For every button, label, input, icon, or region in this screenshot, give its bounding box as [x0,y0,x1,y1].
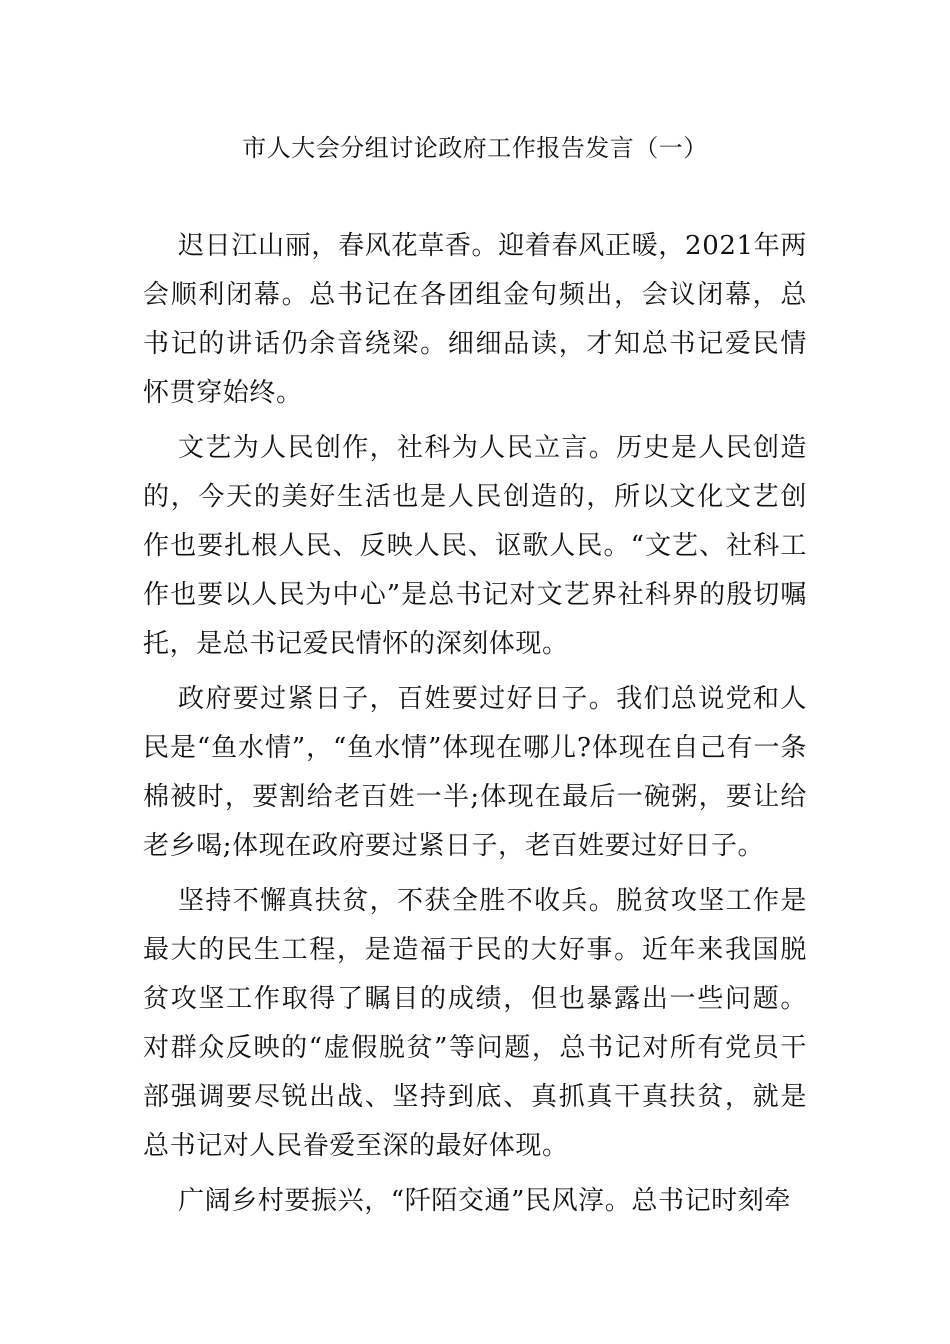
paragraph-2: 文艺为人民创作，社科为人民立言。历史是人民创造的，今天的美好生活也是人民创造的，所以文化文艺创作也要扎根人民、反映人民、讴歌人民。“文艺、社科工作也要以人民为中心”是总书记对文艺界社科界的殷切嘱托，是总书记爱民情怀的深刻体现。 [143,433,807,659]
paragraph-3: 政府要过紧日子，百姓要过好日子。我们总说党和人民是“鱼水情”，“鱼水情”体现在哪儿?体现在自己有一条棉被时，要割给老百姓一半;体现在最后一碗粥，要让给老乡喝;体现在政府要过紧日子，老百姓要过好日子。 [143,684,807,861]
document-body [143,222,807,1232]
paragraph-4: 坚持不懈真扶贫，不获全胜不收兵。脱贫攻坚工作是最大的民生工程，是造福于民的大好事。近年来我国脱贫攻坚工作取得了瞩目的成绩，但也暴露出一些问题。对群众反映的“虚假脱贫”等问题，总书记对所有党员干部强调要尽锐出战、坚持到底、真抓真干真扶贫，就是总书记对人民眷爱至深的最好体现。 [143,886,807,1161]
paragraph-5: 广阔乡村要振兴，“阡陌交通”民风淳。总书记时刻牵 [178,1186,791,1216]
document-title: 市人大会分组讨论政府工作报告发言（一） [242,134,708,162]
paragraph-1: 迟日江山丽，春风花草香。迎着春风正暖，2021年两会顺利闭幕。总书记在各团组金句频出，会议闭幕，总书记的讲话仍余音绕梁。细细品读，才知总书记爱民情怀贯穿始终。 [143,231,807,408]
